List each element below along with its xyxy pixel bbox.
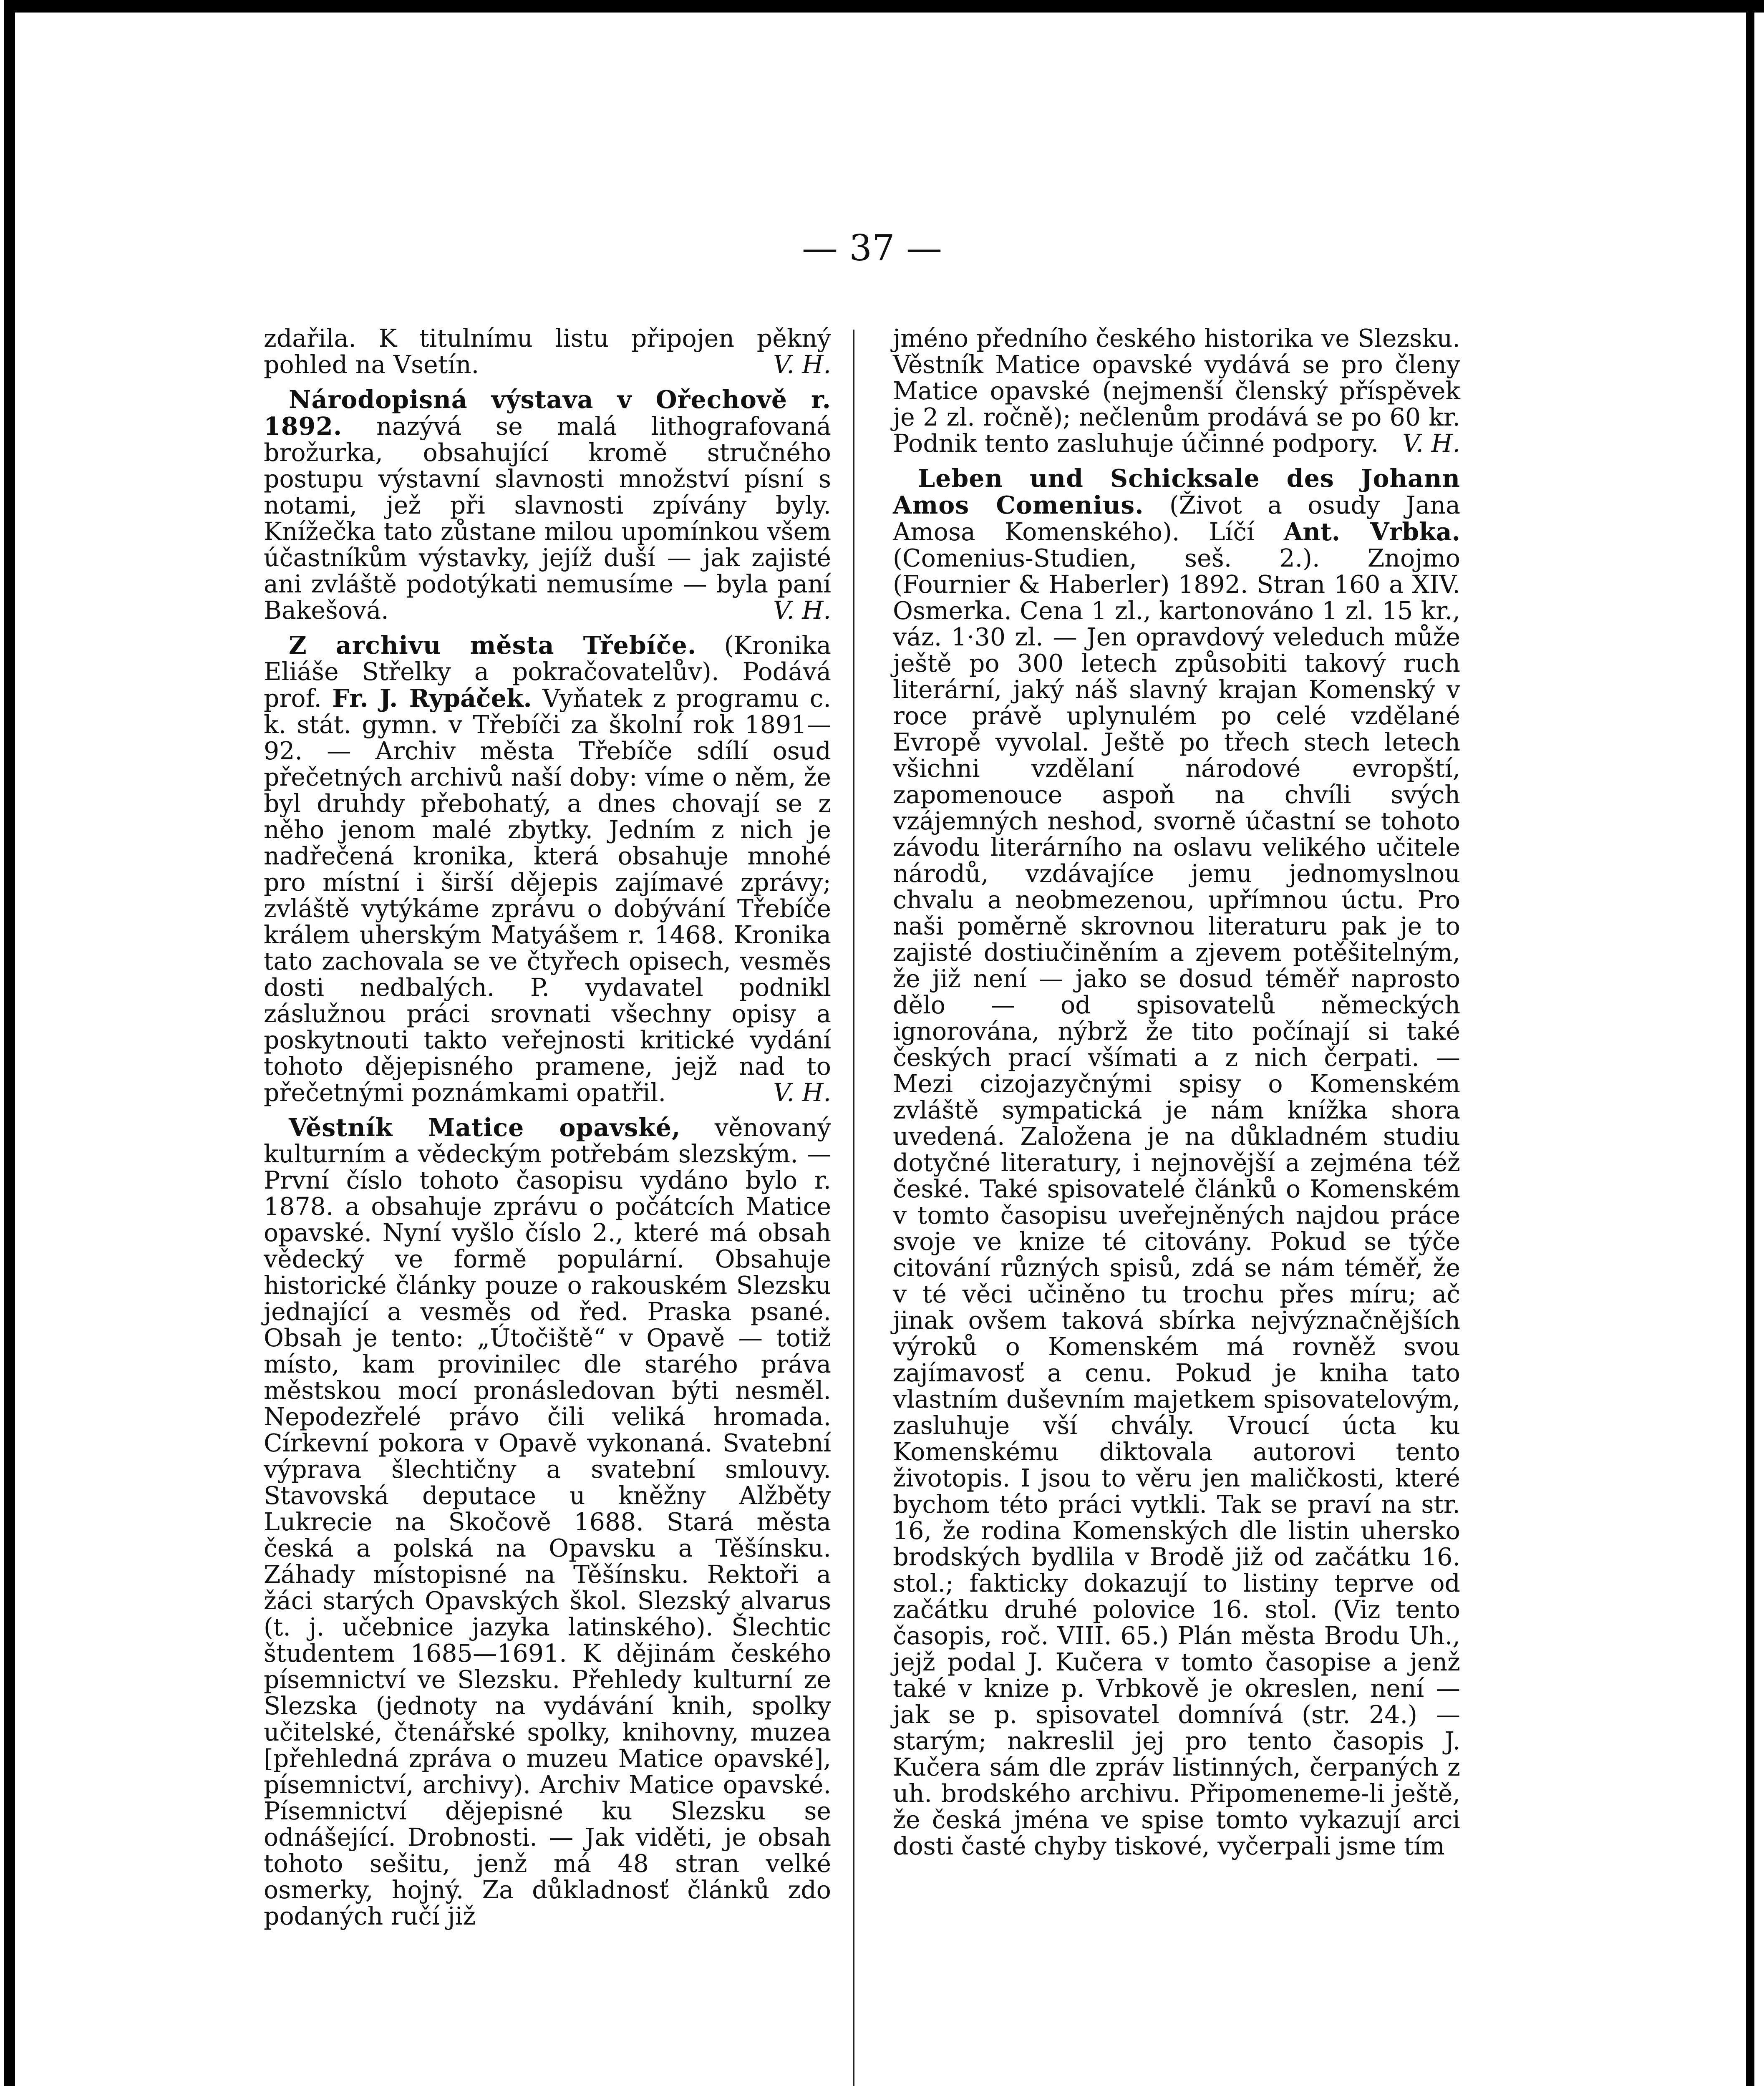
scan-border-right <box>1746 0 1754 2086</box>
entry-text: věnovaný kulturním a vědeckým potřebám slezským. — První číslo tohoto časopisu vydáno bylo r. 1878. a obsahuje zprávu o počátcích Matice opavské. Nyní vyšlo číslo 2., které má obsah vědecký ve formě populární. Obsahuje historické články pouze o rakouském Slezsku jednající a vesměs od řed. Praska psané. Obsah je tento: „Útočiště“ v Opavě — totiž místo, kam provinilec dle starého práva městskou mocí pronásledovan býti nesměl. Nepodezřelé právo čili veliká hromada. Církevní pokora v Opavě vykonaná. Svatební výprava šlechtičny a svatební smlouvy. Stavovská deputace u kněžny Alžběty Lukrecie na Skočově 1688. Stará města česká a polská na Opavsku a Těšínsku. Záhady místopisné na Těšínsku. Rektoři a žáci starých Opavských škol. Slezský alvarus (t. j. učebnice jazyka latinského). Šlechtic študentem 1685—1691. K dějinám českého písemnictví ve Slezsku. Přehledy kulturní ze Slezska (jednoty na vydávání knih, spolky učitelské, čtenářské spolky, knihovny, muzea [přehledná zpráva o muzeu Matice opavské], písemnictví, archivy). Archiv Matice opavské. Písemnictví dějepisné ku Slezsku se odnášející. Drobnosti. — Jak viděti, je obsah tohoto sešitu, jenž má 48 stran velké osmerky, hojný. Za důkladnosť článků zdo podaných ručí již <box>264 1114 831 1930</box>
scan-border-left <box>4 0 15 2086</box>
entry-signature: V. H. <box>773 350 831 379</box>
entry-signature: V. H. <box>1402 429 1460 458</box>
continuation-entry <box>264 325 831 378</box>
entry-text: (Comenius-Studien, seš. 2.). Znojmo (Fournier & Haberler) 1892. Stran 160 a XIV. Osmerka. Cena 1 zl., kartonováno 1 zl. 15 kr., váz. 1·30 zl. — Jen opravdový veleduch může ještě po 300 letech způsobiti takový ruch literární, jaký náš slavný krajan Komenský v roce právě uplynulém po celé vzdělané Evropě vyvolal. Ještě po třech stech letech všichni vzdělaní národové evropští, zapomenouce aspoň na chvíli svých vzájemných neshod, svorně účastní se tohoto závodu literárního na oslavu velikého učitele národů, vzdávajíce jemu jednomyslnou chvalu a neobmezenou, upřímnou úctu. Pro naši poměrně skrovnou literaturu pak je to zajisté dostiučiněním a zjevem potěšitelným, že již není — jako se dosud téměř naprosto dělo — od spisovatelů německých ignorována, nýbrž že tito počínají si také českých prací všímati a z nich čerpati. — Mezi cizojazyčnými spisy o Komenském zvláště sympatická je nám knížka shora uvedená. Založena je na důkladném studiu dotyčné literatury, i nejnovější a zejména též české. Také spisovatelé článků o Komenském v tomto časopisu uveřejněných najdou práce svoje ve knize té citovány. Pokud se týče citování různých spisů, zdá se nám téměř, že v té věci učiněno tu trochu přes míru; ač jinak ovšem taková sbírka nejvýznačnějších výroků o Komenském má rovněž svou zajímavosť a cenu. Pokud je kniha tato vlastním duševním majetkem spisovatelovým, zasluhuje vší chvály. Vroucí úcta ku Komenskému diktovala autorovi tento životopis. I jsou to věru jen maličkosti, které bychom této práci vytkli. Tak se praví na str. 16, že rodina Komenských dle listin uhersko brodských bydlila v Brodě již od začátku 16. stol.; fakticky dokazují to listiny teprve od začátku druhé polovice 16. stol. (Viz tento časopis, roč. VIII. 65.) Plán města Brodu Uh., jejž podal J. Kučera v tomto časopise a jenž také v knize p. Vrbkově je okreslen, není — jak se p. spisovatel domnívá (str. 24.) — starým; nakreslil jej pro tento časopis J. Kučera sám dle zpráv listinných, čerpaných z uh. brodského archivu. Připomeneme-li ještě, že česká jména ve spise tomto vykazují arci dosti časté chyby tiskové, vyčerpali jsme tím <box>893 544 1460 1860</box>
scan-border-top <box>4 0 1764 13</box>
entry-title: Věstník Matice opavské, <box>289 1113 681 1142</box>
entry-text: (Kronika Eliáše Střelky a pokračovatelův). Podává prof. <box>264 631 831 713</box>
entry-signature: V. H. <box>773 596 831 625</box>
leben-und-schicksale-entry <box>893 465 1460 1859</box>
column-divider <box>853 330 854 2086</box>
entry-title: Z archivu města Třebíče. <box>289 631 697 660</box>
right-column <box>893 325 1460 1868</box>
entry-text: zdařila. K titulnímu listu připojen pěkný pohled na Vsetín. <box>264 324 831 379</box>
page-number: — 37 — <box>801 227 942 269</box>
entry-signature: V. H. <box>773 1078 831 1107</box>
entry-text: jméno předního českého historika ve Slezsku. Věstník Matice opavské vydává se pro členy Matice opavské (nejmenší členský příspěvek je 2 zl. ročně); nečlenům prodává se po 60 kr. Podnik tento zasluhuje účinné podpory. <box>893 324 1460 458</box>
left-column <box>264 325 831 1938</box>
author-name: Ant. Vrbka. <box>1283 517 1460 546</box>
z-archivu-entry <box>264 632 831 1106</box>
entry-text: nazývá se malá lithografovaná brožurka, obsahující kromě stručného postupu výstavní slavnosti množství písní s notami, jež při slavnosti zpívány byly. Knížečka tato zůstane milou upomínkou všem účastníkům výstavky, jejíž duší — jak zajisté ani zvláště podotýkati nemusíme — byla paní Bakešová. <box>264 412 831 625</box>
entry-text: Vyňatek z programu c. k. stát. gymn. v Třebíči za školní rok 1891—92. — Archiv města Třebíče sdílí osud přečetných archivů naší doby: víme o něm, že byl druhdy přebohatý, a dnes chovají se z něho jenom malé zbytky. Jedním z nich je nadřečená kronika, která obsahuje mnohé pro místní i širší dějepis zajímavé zprávy; zvláště vytýkáme zprávu o dobývání Třebíče králem uherským Matyášem r. 1468. Kronika tato zachovala se ve čtyřech opisech, vesměs dosti nedbalých. P. vydavatel podnikl záslužnou práci srovnati všechny opisy a poskytnouti takto veřejnosti kritické vydání tohoto dějepisného pramene, jejž nad to přečetnými poznámkami opatřil. <box>264 684 831 1107</box>
entry-title: Národopisná výstava v Ořechově r. 1892. <box>264 385 831 441</box>
entry-title: Leben und Schicksale des Johann Amos Comenius. <box>893 464 1460 519</box>
editor-name: Fr. J. Rypáček. <box>332 684 532 713</box>
narodopisna-vystava-entry <box>264 386 831 624</box>
entry-text: (Život a osudy Jana Amosa Komenského). Líčí <box>893 491 1460 546</box>
vestnik-continuation-entry <box>893 325 1460 457</box>
vestnik-entry <box>264 1114 831 1930</box>
